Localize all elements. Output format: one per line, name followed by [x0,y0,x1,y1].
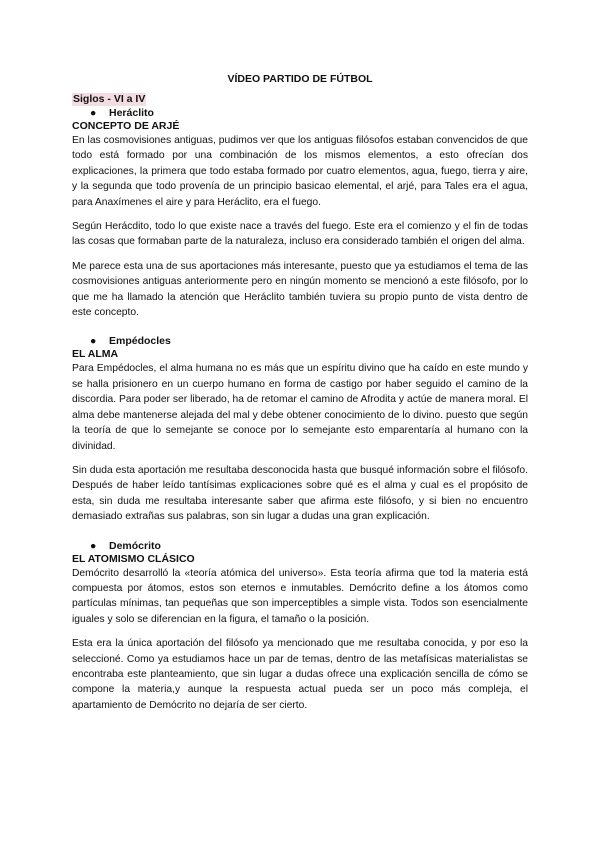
period-label: Siglos - VI a IV [73,93,146,105]
paragraph: En las cosmovisiones antiguas, pudimos ver que los antiguas filósofos estaban convencidos de que todo está formado por una combinación de los mismos elementos, a esto ofrecían dos explicaciones, la primera que todo estaba formado por cuatro elementos, agua, fuego, tierra y aire, y la segunda que todo provenía de un principio basicao elemental, el arjé, para Tales era el agua, para Anaxímenes el aire y para Heráclito, era el fuego. [72,135,528,208]
philosopher-name: Heráclito [109,107,154,119]
bullet-icon: ● [90,107,97,119]
bullet-icon: ● [90,539,97,552]
document-page [72,72,528,722]
paragraph: Para Empédocles, el alma humana no es más que un espíritu divino que ha caído en este mundo y se halla prisionero en un cuerpo humano en forma de castigo por haber seguido el camino de la discordia. Para poder ser liberado, ha de retomar el camino de Afrodita y actúe de manera moral. El alma debe mantenerse alejada del mal y debe obtener conocimiento de lo divino. puesto que según la teoría de que lo semejante se conoce por lo semejante esto emparentaría al humano con la divinidad. [72,363,528,452]
paragraph: Sin duda esta aportación me resultaba desconocida hasta que busqué información sobre el filósofo. Después de haber leído tantísimas explicaciones sobre qué es el alma y cual es el propósito de esta, sin duda me resultaba interesante saber que afirma este filósofo, y si bien no encuentro demasiado extrañas sus palabras, son sin lugar a dudas una gran explicación. [72,464,528,523]
section-heading-atomismo: EL ATOMISMO CLÁSICO [72,552,195,565]
philosopher-name: Empédocles [109,335,171,348]
philosopher-bullet-heraclito [72,107,528,120]
bullet-icon: ● [90,335,97,348]
paragraph: Esta era la única aportación del filósofo ya mencionado que me resultaba conocida, y por eso la seleccioné. Como ya estudiamos hace un par de temas, dentro de las metafísicas materialistas se encontraba este planteamiento, que sin lugar a dudas ofrece una explicación sencilla de cómo se compone la materia,y aunque la respuesta actual pueda ser un poco más compleja, el apartamiento de Demócrito no dejaría de ser cierto. [72,638,528,711]
document-title: VÍDEO PARTIDO DE FÚTBOL [227,73,373,85]
paragraph: Me parece esta una de sus aportaciones más interesante, puesto que ya estudiamos el tema de las cosmovisiones antiguas anteriormente pero en ningún momento se mencionó a este filósofo, por lo que me ha llamado la atención que Heráclito también tuviera su propio punto de vista dentro de este concepto. [72,260,528,319]
section-heading-alma: EL ALMA [72,348,119,361]
paragraph: Según Herácdito, todo lo que existe nace a través del fuego. Este era el comienzo y el fin de todas las cosas que formaban parte de la naturaleza, incluso era considerado también el origen del alma. [72,221,528,248]
section-heading-arje: CONCEPTO DE ARJÉ [72,120,180,132]
philosopher-bullet-democrito [72,540,528,553]
philosopher-name: Demócrito [109,539,161,552]
paragraph: Demócrito desarrolló la «teoría atómica del universo». Esta teoría afirma que tod la materia está compuesta por átomos, estos son eternos e inmutables. Demócrito define a los átomos como partículas mínimas, tan pequeñas que son imperceptibles a simple vista. Todos son esencialmente iguales y solo se diferencian en la figura, el tamaño o la posición. [72,567,528,625]
philosopher-bullet-empedocles [72,335,528,348]
